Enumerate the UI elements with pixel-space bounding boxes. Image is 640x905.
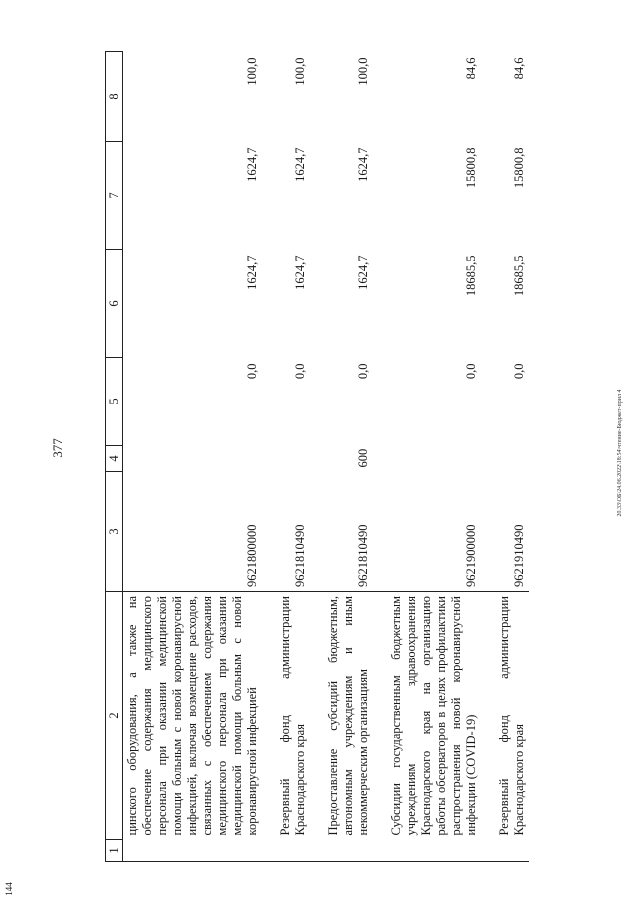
table-row <box>324 52 373 862</box>
header-cell: 1 <box>106 840 123 862</box>
cell-index <box>495 840 529 862</box>
cell-name: Субсидии государственным бюджетным учреждениям здравоохранения Краснодарского края на организацию работы обсерваторов в целях профилактики распространения новой коронавирусной инфекции (COVID-19) <box>387 592 481 840</box>
cell-col7: 1624,7 <box>356 147 370 182</box>
cell-vr <box>495 446 529 472</box>
cell-col8: 100,0 <box>245 57 259 86</box>
cell-vr <box>276 446 310 472</box>
cell-code: 9621810490 <box>356 524 370 587</box>
cell-name: Предоставление субсидий бюджетным, автономным учреждениям и иным некоммерческим организациям <box>324 592 373 840</box>
cell-vr: 600 <box>356 448 370 468</box>
cell-col7: 15800,8 <box>464 147 478 189</box>
cell-vr <box>387 446 481 472</box>
table-row <box>276 52 310 862</box>
cell-code: 9621900000 <box>464 524 478 587</box>
cell-col5: 0,0 <box>464 363 478 380</box>
cell-index <box>276 840 310 862</box>
header-cell: 4 <box>106 446 123 472</box>
header-cell: 7 <box>106 142 123 250</box>
header-cell: 3 <box>106 472 123 592</box>
cell-col5: 0,0 <box>356 363 370 380</box>
table-row <box>123 52 263 862</box>
cell-col7: 1624,7 <box>245 147 259 182</box>
cell-col8: 84,6 <box>464 57 478 80</box>
cell-col6: 1624,7 <box>293 255 307 290</box>
cell-col7: 15800,8 <box>512 147 526 189</box>
cell-index <box>387 840 481 862</box>
header-cell: 8 <box>106 52 123 142</box>
cell-col8: 100,0 <box>293 57 307 86</box>
cell-col5: 0,0 <box>293 363 307 380</box>
cell-col8: 84,6 <box>512 57 526 80</box>
page-number: 377 <box>50 438 65 458</box>
document-code: 20.33\ОБ\24.06.2022\18:54\чтение-Бюджет-прил 4 <box>617 389 623 517</box>
header-row <box>106 52 123 862</box>
cell-col6: 1624,7 <box>245 255 259 290</box>
cell-code: 9621810490 <box>293 524 307 587</box>
cell-col8: 100,0 <box>356 57 370 86</box>
cell-col7: 1624,7 <box>293 147 307 182</box>
cell-vr <box>123 446 263 472</box>
cell-col5: 0,0 <box>245 363 259 380</box>
cell-name: Резервный фонд администрации Краснодарского края <box>495 592 529 840</box>
cell-index <box>324 840 373 862</box>
header-cell: 2 <box>106 592 123 840</box>
budget-table <box>105 51 529 862</box>
header-cell: 6 <box>106 250 123 358</box>
cell-code: 9621800000 <box>245 524 259 587</box>
cell-col6: 18685,5 <box>512 255 526 297</box>
header-cell: 5 <box>106 358 123 446</box>
cell-col6: 18685,5 <box>464 255 478 297</box>
table-row <box>387 52 481 862</box>
table-row <box>495 52 529 862</box>
cell-col5: 0,0 <box>512 363 526 380</box>
corner-mark: 144 <box>3 882 14 896</box>
budget-table-rotated <box>105 52 625 862</box>
cell-name: цинского оборудования, а также на обеспечение содержания медицинского персонала при оказании медицинской помощи больным с новой коронавирусной инфекцией, включая возмещение расходов, связанных с обеспечением содержания медицинского персонала при оказании медицинской помощи больным с новой коронавирусной инфекцией <box>123 592 263 840</box>
cell-index <box>123 840 263 862</box>
cell-name: Резервный фонд администрации Краснодарского края <box>276 592 310 840</box>
cell-col6: 1624,7 <box>356 255 370 290</box>
cell-code: 9621910490 <box>512 524 526 587</box>
